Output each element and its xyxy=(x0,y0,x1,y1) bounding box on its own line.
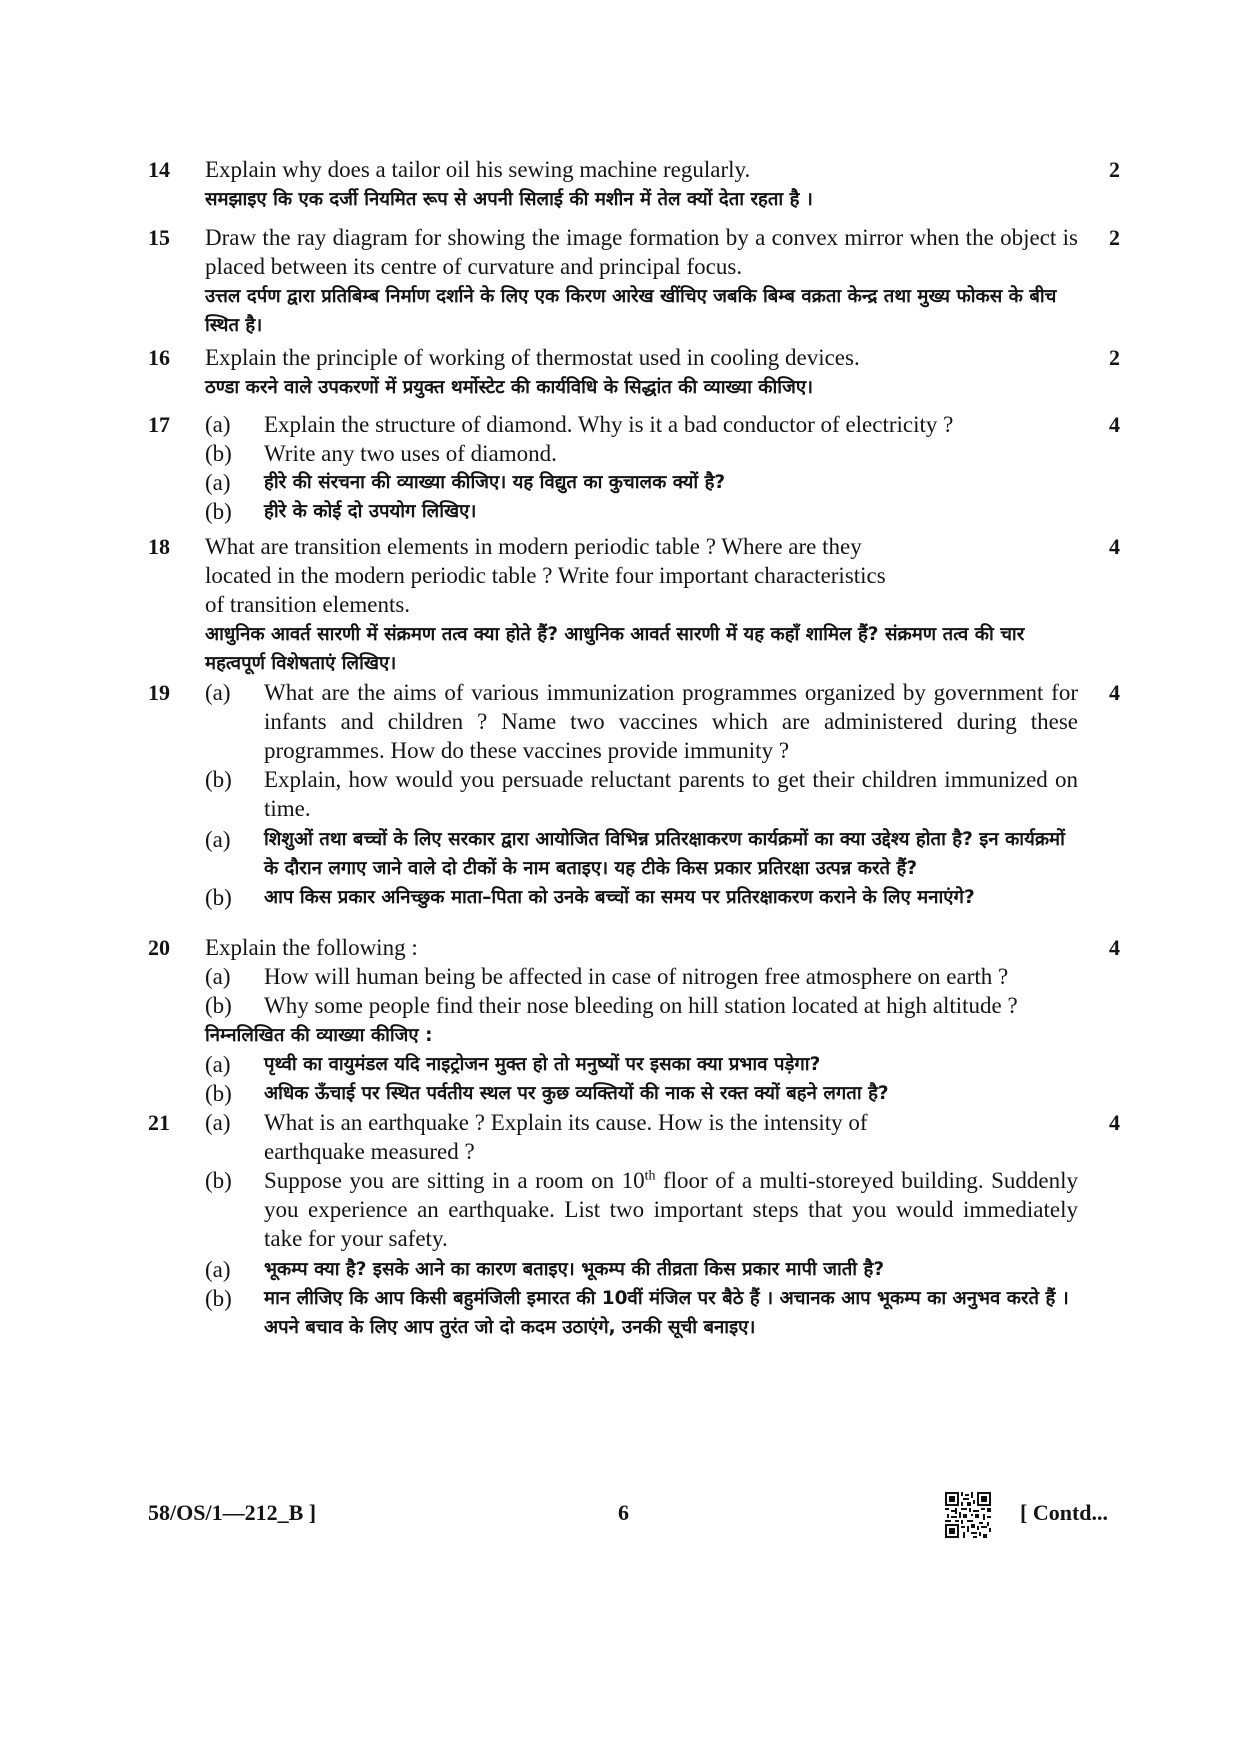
sub-part xyxy=(205,991,1120,1020)
sub-part-label: (a) xyxy=(205,680,231,705)
question-marks: 4 xyxy=(1109,680,1120,705)
question-number: 14 xyxy=(148,157,170,182)
sub-part-label: (a) xyxy=(205,412,231,437)
sub-part-text-en: Write any two uses of diamond. xyxy=(264,441,557,466)
question-17 xyxy=(148,410,1120,526)
sub-part-label: (a) xyxy=(205,1257,231,1282)
question-19 xyxy=(148,678,1120,912)
sub-part xyxy=(205,883,1120,912)
sub-part xyxy=(205,468,1078,497)
question-marks: 2 xyxy=(1109,225,1120,250)
sub-part xyxy=(205,825,1078,883)
question-text-hi: आधुनिक आवर्त सारणी में संक्रमण तत्व क्या होते हैं? आधुनिक आवर्त सारणी में यह कहाँ शामिल हैं? संक्रमण तत्व की चार महत्वपूर्ण विशेषताएं लिखिए। xyxy=(205,624,1025,674)
page-number: 6 xyxy=(618,1500,629,1525)
question-number: 15 xyxy=(148,225,170,250)
question-number: 17 xyxy=(148,412,170,437)
question-marks: 4 xyxy=(1109,412,1120,437)
question-text-hi: निम्नलिखित की व्याख्या कीजिए : xyxy=(205,1025,433,1046)
sub-part-text-hi: भूकम्प क्या है? इसके आने का कारण बताइए। भूकम्प की तीव्रता किस प्रकार मापी जाती है? xyxy=(264,1259,885,1280)
question-marks: 2 xyxy=(1109,157,1120,182)
sub-part-text-hi: पृथ्वी का वायुमंडल यदि नाइट्रोजन मुक्त हो तो मनुष्यों पर इसका क्या प्रभाव पड़ेगा? xyxy=(264,1054,821,1075)
sub-part xyxy=(205,1284,1078,1342)
sub-part-text-hi: अधिक ऊँचाई पर स्थित पर्वतीय स्थल पर कुछ व्यक्तियों की नाक से रक्त क्यों बहने लगता है? xyxy=(264,1083,889,1104)
question-text-en: Explain the following : xyxy=(205,935,418,960)
question-text-en: Draw the ray diagram for showing the image formation by a convex mirror when the object is placed between its centre of curvature and principal focus. xyxy=(205,225,1078,279)
sub-part xyxy=(205,1255,1078,1284)
paper-code: 58/OS/1—212_B ] xyxy=(148,1500,317,1525)
question-number: 19 xyxy=(148,680,170,705)
sub-part-text-en: Explain, how would you persuade reluctant parents to get their children immunized on time. xyxy=(264,767,1078,821)
page-footer xyxy=(0,1498,1240,1558)
question-text-en: What are transition elements in modern periodic table ? Where are they located in the modern periodic table ? Write four important characteristics of transition elements. xyxy=(205,534,886,617)
question-number: 18 xyxy=(148,534,170,559)
sub-part xyxy=(205,1050,1078,1079)
sub-part-label: (a) xyxy=(205,964,231,989)
qr-code-icon xyxy=(945,1492,991,1538)
question-text-hi: समझाइए कि एक दर्जी नियमित रूप से अपनी सिलाई की मशीन में तेल क्यों देता रहता है । xyxy=(205,189,813,210)
sub-part xyxy=(205,765,1078,823)
sub-part-label: (b) xyxy=(205,993,232,1018)
question-text-hi: ठण्डा करने वाले उपकरणों में प्रयुक्त थर्मोस्टेट की कार्यविधि के सिद्धांत की व्याख्या कीजिए। xyxy=(205,377,814,398)
question-14 xyxy=(148,155,1120,214)
question-text-en: Explain why does a tailor oil his sewing machine regularly. xyxy=(205,157,751,182)
continued-label: [ Contd... xyxy=(1020,1500,1109,1525)
sub-part-label: (a) xyxy=(205,827,231,852)
sub-part xyxy=(205,410,1078,439)
question-number: 20 xyxy=(148,935,170,960)
sub-part-text-hi: मान लीजिए कि आप किसी बहुमंजिली इमारत की 10वीं मंजिल पर बैठे हैं । अचानक आप भूकम्प का अनुभव करते हैं । अपने बचाव के लिए आप तुरंत जो दो कदम उठाएंगे, उनकी सूची बनाइए। xyxy=(264,1288,1069,1338)
question-number: 16 xyxy=(148,345,170,370)
sub-part-text-en: How will human being be affected in case of nitrogen free atmosphere on earth ? xyxy=(264,964,1009,989)
question-marks: 2 xyxy=(1109,345,1120,370)
sub-part xyxy=(205,962,1120,991)
text-segment: floor of a multi-storeyed building. Suddenly you experience an earthquake. List two important steps that you would immediately take for your safety. xyxy=(264,1168,1078,1251)
sub-part-label: (b) xyxy=(205,767,232,792)
sub-part-label: (b) xyxy=(205,1168,232,1193)
question-marks: 4 xyxy=(1109,534,1120,559)
sub-part-text-en: Explain the structure of diamond. Why is it a bad conductor of electricity ? xyxy=(264,412,954,437)
sub-part-label: (a) xyxy=(205,1052,231,1077)
sub-part xyxy=(205,1166,1078,1253)
ordinal-superscript: th xyxy=(644,1168,656,1184)
sub-part-label: (b) xyxy=(205,1286,232,1311)
question-15 xyxy=(148,223,1120,340)
sub-part-label: (b) xyxy=(205,441,232,466)
sub-part-label: (b) xyxy=(205,885,232,910)
sub-part-label: (a) xyxy=(205,1110,231,1135)
sub-part xyxy=(205,497,1078,526)
sub-part-label: (b) xyxy=(205,499,232,524)
question-18 xyxy=(148,532,1120,678)
sub-part-text-hi: हीरे के कोई दो उपयोग लिखिए। xyxy=(264,501,477,522)
question-marks: 4 xyxy=(1109,1110,1120,1135)
sub-part-text-hi: आप किस प्रकार अनिच्छुक माता–पिता को उनके बच्चों का समय पर प्रतिरक्षाकरण कराने के लिए मनाएंगे? xyxy=(264,887,975,908)
sub-part-text-en: What is an earthquake ? Explain its cause. How is the intensity of earthquake measured ? xyxy=(264,1110,868,1164)
sub-part-text-hi: शिशुओं तथा बच्चों के लिए सरकार द्वारा आयोजित विभिन्न प्रतिरक्षाकरण कार्यक्रमों का क्या उद्देश्य होता है? इन कार्यक्रमों के दौरान लगाए जाने वाले दो टीकों के नाम बताइए। यह टीके किस प्रकार प्रतिरक्षा उत्पन्न करते हैं? xyxy=(264,829,1065,879)
sub-part xyxy=(205,439,1078,468)
sub-part-text-en: What are the aims of various immunization programmes organized by government for infants and children ? Name two vaccines which are administered during these programmes. How do these vaccines provide immunity ? xyxy=(264,680,1078,763)
sub-part-text-en: Why some people find their nose bleeding on hill station located at high altitude ? xyxy=(264,993,1018,1018)
sub-part-label: (a) xyxy=(205,470,231,495)
question-16 xyxy=(148,343,1120,402)
sub-part-text-en xyxy=(264,1166,1078,1253)
question-text-hi: उत्तल दर्पण द्वारा प्रतिबिम्ब निर्माण दर्शाने के लिए एक किरण आरेख खींचिए जबकि बिम्ब वक्रता केन्द्र तथा मुख्य फोकस के बीच स्थित है। xyxy=(205,286,1057,336)
question-20 xyxy=(148,933,1120,1108)
sub-part xyxy=(205,1108,1078,1166)
sub-part xyxy=(205,1079,1078,1108)
sub-part xyxy=(205,678,1078,765)
sub-part-label: (b) xyxy=(205,1081,232,1106)
question-text-en: Explain the principle of working of thermostat used in cooling devices. xyxy=(205,345,860,370)
question-21 xyxy=(148,1108,1120,1342)
question-marks: 4 xyxy=(1109,935,1120,960)
text-segment: Suppose you are sitting in a room on 10 xyxy=(264,1168,645,1193)
question-number: 21 xyxy=(148,1110,170,1135)
sub-part-text-hi: हीरे की संरचना की व्याख्या कीजिए। यह विद्युत का कुचालक क्यों है? xyxy=(264,472,726,493)
